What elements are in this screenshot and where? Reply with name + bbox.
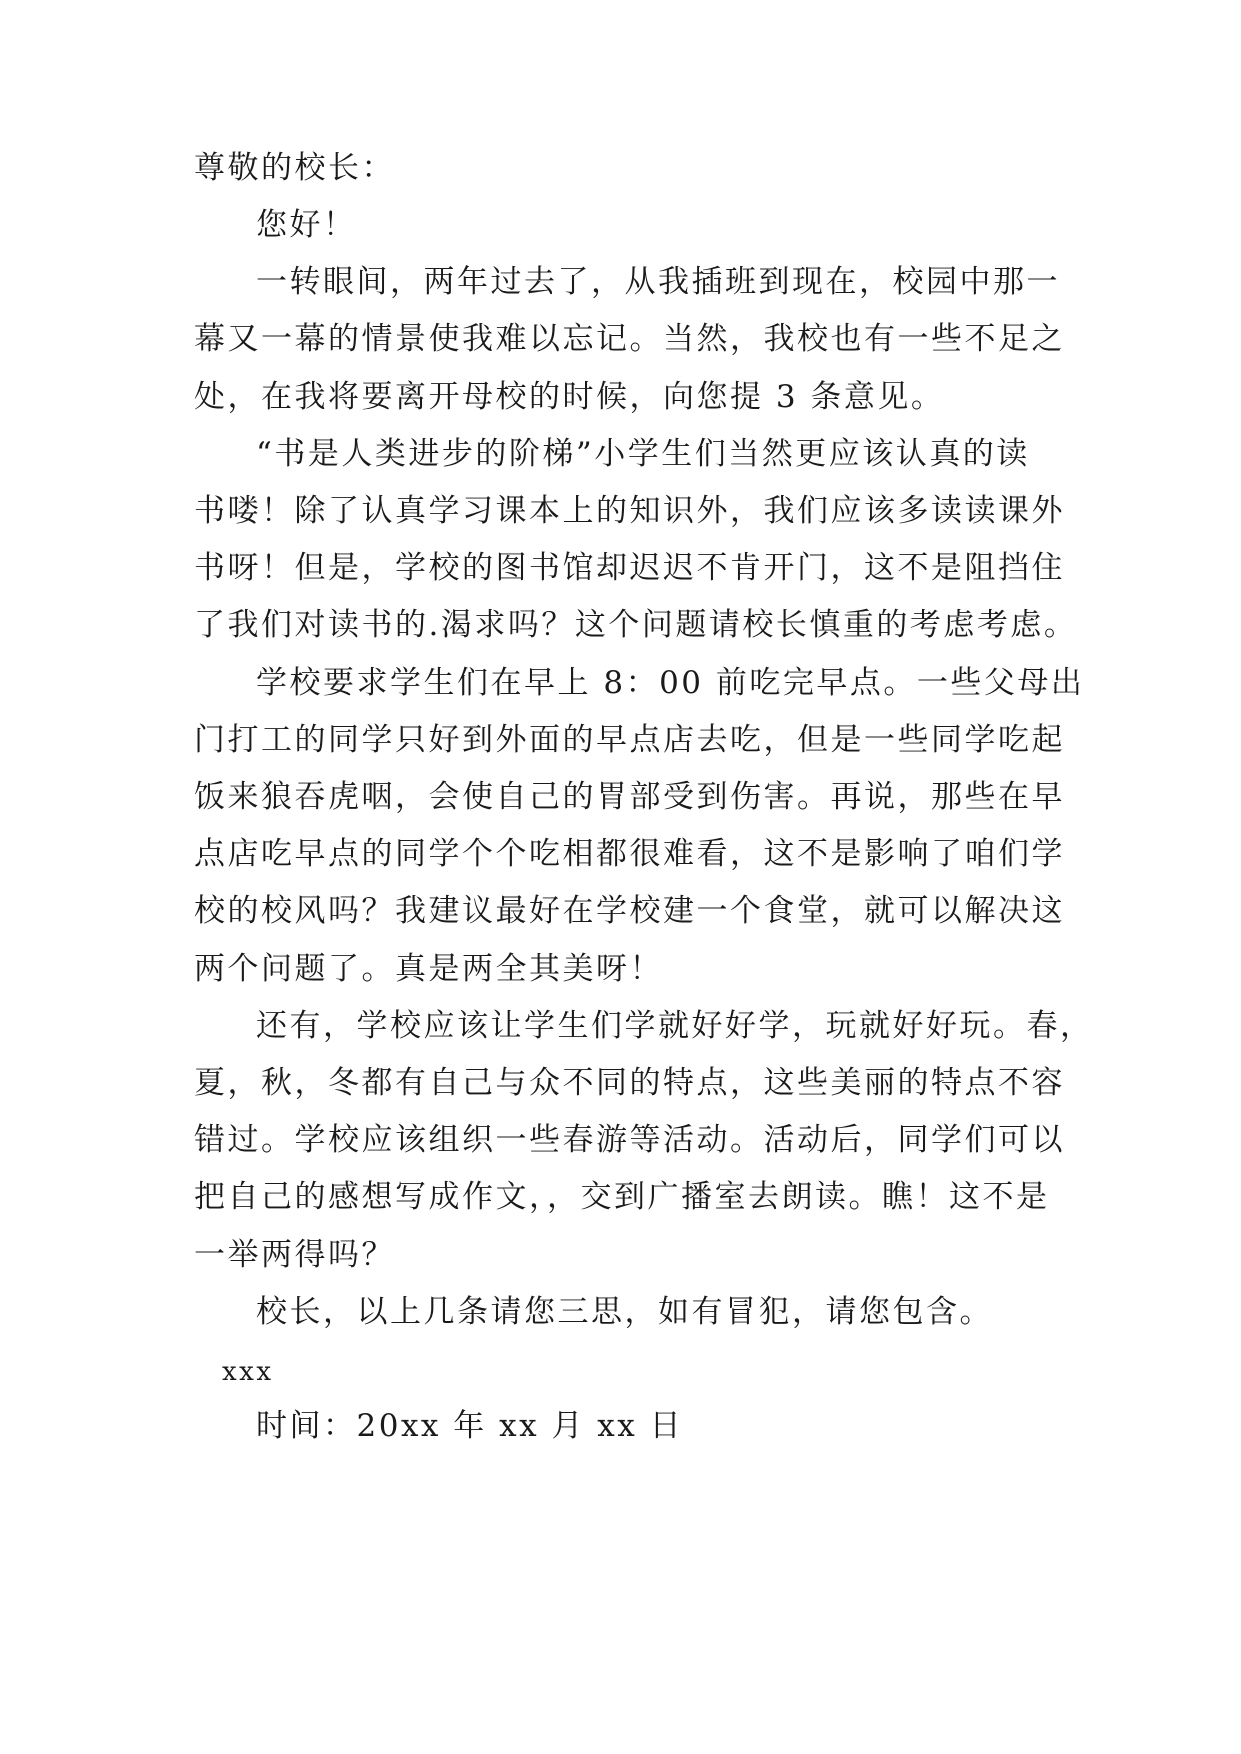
body-line: 把自己的感想写成作文，，交到广播室去朗读。瞧！这不是 xyxy=(194,1179,1050,1215)
body-line: 门打工的同学只好到外面的早点店去吃，但是一些同学吃起 xyxy=(194,722,1065,758)
body-line: 夏，秋，冬都有自己与众不同的特点，这些美丽的特点不容 xyxy=(194,1065,1065,1101)
body-line: “书是人类进步的阶梯”小学生们当然更应该认真的读 xyxy=(256,436,1030,472)
body-line: 校的校风吗？我建议最好在学校建一个食堂，就可以解决这 xyxy=(194,893,1065,929)
salutation: 尊敬的校长： xyxy=(194,150,395,186)
body-line: 一转眼间，两年过去了，从我插班到现在，校园中那一 xyxy=(256,264,1060,300)
closing-line: 校长，以上几条请您三思，如有冒犯，请您包含。 xyxy=(256,1294,993,1330)
body-line: 一举两得吗？ xyxy=(194,1237,395,1273)
signature: xxx xyxy=(222,1357,274,1387)
body-line: 还有，学校应该让学生们学就好好学，玩就好好玩。春， xyxy=(256,1008,1094,1044)
body-line: 幕又一幕的情景使我难以忘记。当然，我校也有一些不足之 xyxy=(194,321,1065,357)
body-line: 了我们对读书的.渴求吗？这个问题请校长慎重的考虑考虑。 xyxy=(194,607,1078,643)
body-line: 饭来狼吞虎咽，会使自己的胃部受到伤害。再说，那些在早 xyxy=(194,779,1065,815)
body-line: 学校要求学生们在早上 8：00 前吃完早点。一些父母出 xyxy=(256,665,1085,701)
body-line: 点店吃早点的同学个个吃相都很难看，这不是影响了咱们学 xyxy=(194,836,1065,872)
date-line: 时间：20xx 年 xx 月 xx 日 xyxy=(256,1408,684,1444)
body-line: 处，在我将要离开母校的时候，向您提 3 条意见。 xyxy=(194,379,945,415)
body-line: 两个问题了。真是两全其美呀！ xyxy=(194,951,663,987)
body-line: 书喽！除了认真学习课本上的知识外，我们应该多读读课外 xyxy=(194,493,1065,529)
body-line: 错过。学校应该组织一些春游等活动。活动后，同学们可以 xyxy=(194,1122,1065,1158)
greeting: 您好！ xyxy=(256,207,357,243)
body-line: 书呀！但是，学校的图书馆却迟迟不肯开门，这不是阻挡住 xyxy=(194,550,1065,586)
